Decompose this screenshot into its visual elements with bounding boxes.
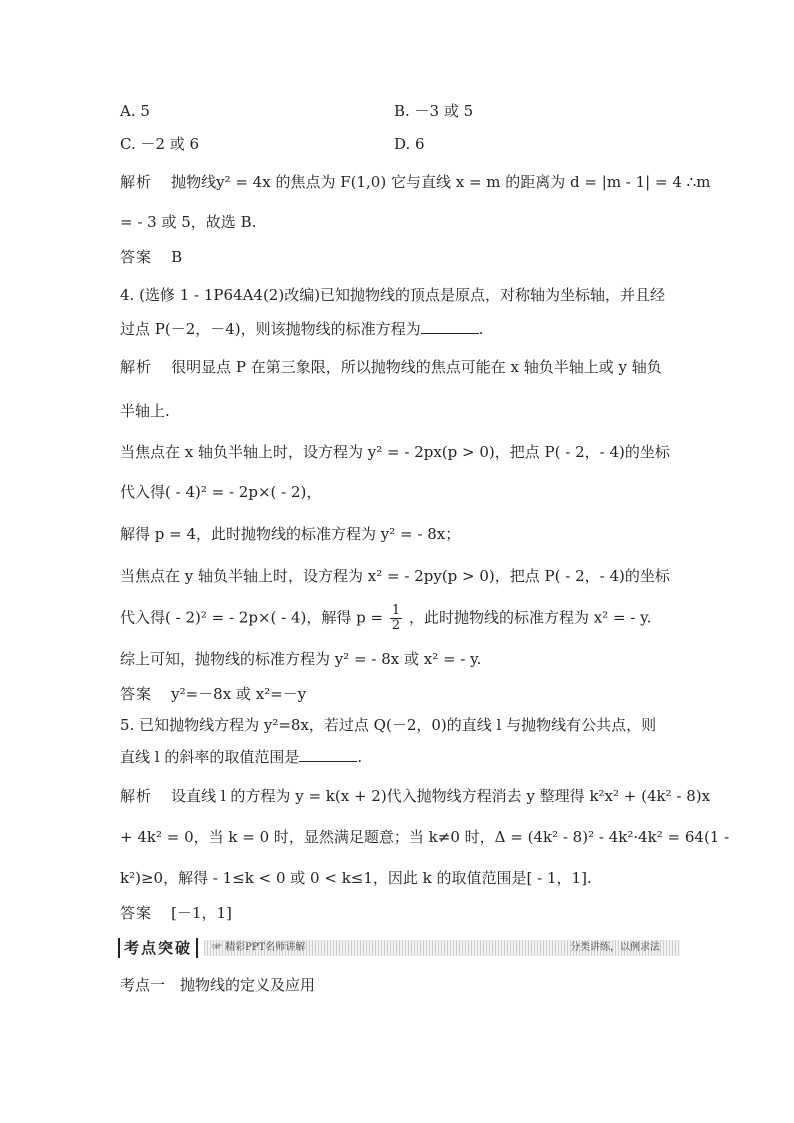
- q4-analysis-line7: [120, 604, 651, 633]
- q4-stem-text: 过点 P(－2，－4)，则该抛物线的标准方程为: [120, 320, 421, 338]
- q5-stem-end: .: [357, 748, 363, 766]
- banner-middle-text: ☞ 精彩PPT名师讲解: [212, 942, 306, 953]
- q5-answer: [120, 902, 232, 924]
- q5-analysis-line1: [120, 785, 710, 807]
- option-a: A. 5: [120, 102, 150, 120]
- banner-tag: 考点突破: [118, 938, 198, 958]
- q5-analysis-line3: k²)≥0，解得 - 1≤k < 0 或 0 < k≤1，因此 k 的取值范围是[ - 1，1].: [120, 869, 592, 887]
- q4-stem-line2: [120, 318, 483, 340]
- section-banner: [118, 938, 680, 958]
- q3-analysis-line2: = - 3 或 5，故选 B.: [120, 213, 257, 231]
- option-d: D. 6: [394, 135, 425, 153]
- banner-right-text: 分类讲练，以例求法: [570, 942, 660, 953]
- fraction-denominator: 2: [391, 618, 401, 633]
- option-c: C. －2 或 6: [120, 135, 200, 153]
- option-b: B. －3 或 5: [394, 102, 474, 120]
- q3-analysis-line1: [120, 171, 710, 193]
- answer-value: B: [171, 248, 183, 266]
- answer-value: y²=－8x 或 x²=－y: [171, 685, 307, 703]
- q3-answer: [120, 246, 182, 268]
- analysis-label: 解析: [120, 787, 153, 805]
- q4-analysis-line3: 当焦点在 x 轴负半轴上时，设方程为 y² = - 2px(p > 0)，把点 P( - 2，- 4)的坐标: [120, 443, 670, 461]
- q4-stem-line1: 4. (选修 1 - 1P64A4(2)改编)已知抛物线的顶点是原点，对称轴为坐标轴，并且经: [120, 286, 666, 304]
- q4-analysis-line5: 解得 p = 4，此时抛物线的标准方程为 y² = - 8x；: [120, 525, 461, 543]
- fraction-one-half: [390, 604, 402, 633]
- section-title: 考点一 抛物线的定义及应用: [120, 976, 316, 994]
- q4-stem-end: .: [478, 320, 484, 338]
- q4-analysis-line4: 代入得( - 4)² = - 2p×( - 2)，: [120, 483, 322, 501]
- answer-blank: [299, 749, 357, 762]
- q5-analysis-line2: + 4k² = 0，当 k = 0 时，显然满足题意；当 k≠0 时，Δ = (4k² - 8)² - 4k²·4k² = 64(1 -: [120, 828, 730, 846]
- analysis-label: 解析: [120, 358, 153, 376]
- q4-analysis-line2: 半轴上.: [120, 402, 170, 420]
- answer-label: 答案: [120, 685, 153, 703]
- q4-analysis-text7b: ，此时抛物线的标准方程为 x² = - y.: [408, 608, 652, 627]
- answer-value: [－1，1]: [171, 904, 232, 922]
- q4-analysis-line6: 当焦点在 y 轴负半轴上时，设方程为 x² = - 2py(p > 0)，把点 P( - 2，- 4)的坐标: [120, 567, 670, 585]
- q3-analysis-text1: 抛物线y² = 4x 的焦点为 F(1,0) 它与直线 x = m 的距离为 d = |m - 1| = 4 ∴m: [171, 173, 711, 191]
- answer-blank: [421, 321, 479, 334]
- q4-answer: [120, 683, 306, 705]
- q4-analysis-text1: 很明显点 P 在第三象限，所以抛物线的焦点可能在 x 轴负半轴上或 y 轴负: [171, 358, 662, 376]
- q4-analysis-line1: [120, 356, 662, 378]
- q4-analysis-text7a: 代入得( - 2)² = - 2p×( - 4)，解得 p =: [120, 608, 384, 627]
- answer-label: 答案: [120, 248, 153, 266]
- q5-stem-line2: [120, 746, 362, 768]
- answer-label: 答案: [120, 904, 153, 922]
- analysis-label: 解析: [120, 173, 153, 191]
- q5-stem-text: 直线 l 的斜率的取值范围是: [120, 748, 300, 766]
- q4-analysis-line8: 综上可知，抛物线的标准方程为 y² = - 8x 或 x² = - y.: [120, 650, 482, 668]
- q5-stem-line1: 5. 已知抛物线方程为 y²=8x，若过点 Q(－2，0)的直线 l 与抛物线有公共点，则: [120, 716, 657, 734]
- fraction-numerator: 1: [391, 603, 401, 618]
- q5-analysis-text1: 设直线 l 的方程为 y = k(x + 2)代入抛物线方程消去 y 整理得 k²x² + (4k² - 8)x: [171, 787, 711, 805]
